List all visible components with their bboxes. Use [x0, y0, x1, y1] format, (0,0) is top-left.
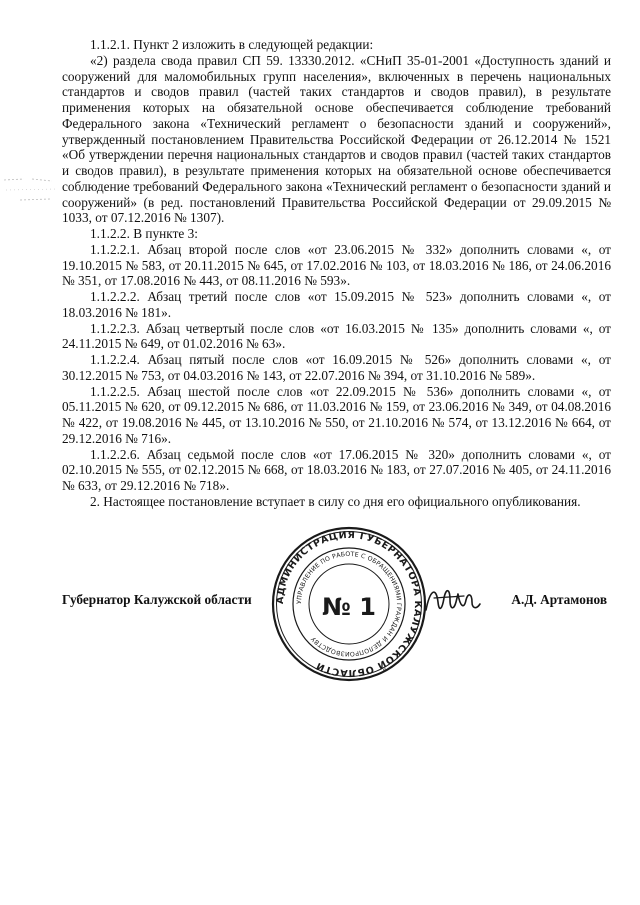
margin-marks [2, 170, 62, 210]
paragraph-amended-text: «2) раздела свода правил СП 59. 13330.2012. «СНиП 35-01-2001 «Доступность зданий и сооружений для маломобильных групп населения», включенных в перечень национальных стандартов и сводов правил (частей таких стандартов и сводов правил), в результате применения которых на обязательной основе обеспечивается соблюдение требований Федерального закона «Технический регламент о безопасности зданий и сооружений», утвержденный постановлением Правительства Российской Федерации от 26.12.2014 № 1521 «Об утверждении перечня национальных стандартов и сводов правил (частей таких стандартов и сводов правил), в результате применения которых на обязательной основе обеспечивается соблюдение требований Федерального закона «Технический регламент о безопасности зданий и сооружений» (в ред. постановлений Правительства Российской Федерации от 29.09.2015 № 1033, от 07.12.2016 № 1307). [62, 52, 611, 226]
svg-text:УПРАВЛЕНИЕ ПО РАБОТЕ С ОБРАЩЕН: УПРАВЛЕНИЕ ПО РАБОТЕ С ОБРАЩЕНИЯМИ ГРАЖДАН И ДЕЛОПРОИЗВОДСТВУ [295, 550, 403, 658]
paragraph-1-1-2-2-3: 1.1.2.2.3. Абзац четвертый после слов «от 16.03.2015 № 135» дополнить словами «, от 24.11.2015 № 649, от 01.02.2016 № 63». [62, 320, 611, 352]
paragraph-2-entry-into-force: 2. Настоящее постановление вступает в силу со дня его официального опубликования. [90, 493, 581, 509]
paragraph-1-1-2-1: 1.1.2.1. Пункт 2 изложить в следующей редакции: [90, 37, 374, 52]
svg-text:№ 1: № 1 [322, 593, 376, 621]
signatory-position: Губернатор Калужской области [62, 592, 252, 607]
signatory-name: А.Д. Артамонов [511, 592, 607, 607]
paragraph-1-1-2-2-6: 1.1.2.2.6. Абзац седьмой после слов «от 17.06.2015 № 320» дополнить словами «, от 02.10.2015 № 555, от 02.12.2015 № 668, от 18.03.2016 № 183, от 27.07.2016 № 405, от 24.11.2016 № 633, от 29.12.2016 № 718». [62, 446, 611, 493]
paragraph-1-1-2-2-4: 1.1.2.2.4. Абзац пятый после слов «от 16.09.2015 № 526» дополнить словами «, от 30.12.2015 № 753, от 04.03.2016 № 143, от 22.07.2016 № 394, от 31.10.2016 № 589». [62, 352, 611, 383]
document-body [62, 37, 611, 510]
paragraph-1-1-2-2: 1.1.2.2. В пункте 3: [90, 226, 198, 241]
svg-text:АДМИНИСТРАЦИЯ ГУБЕРНАТОРА КАЛУ: АДМИНИСТРАЦИЯ ГУБЕРНАТОРА КАЛУЖСКОЙ ОБЛАСТИ [274, 529, 424, 679]
paragraph-1-1-2-2-5: 1.1.2.2.5. Абзац шестой после слов «от 22.09.2015 № 536» дополнить словами «, от 05.11.2015 № 620, от 09.12.2015 № 686, от 11.03.2016 № 159, от 23.06.2016 № 349, от 04.08.2016 № 422, от 19.08.2016 № 445, от 13.10.2016 № 550, от 21.10.2016 № 574, от 13.12.2016 № 664, от 29.12.2016 № 716». [62, 383, 611, 446]
paragraph-1-1-2-2-1: 1.1.2.2.1. Абзац второй после слов «от 23.06.2015 № 332» дополнить словами «, от 19.10.2015 № 583, от 20.11.2015 № 645, от 17.02.2016 № 103, от 18.03.2016 № 186, от 24.06.2016 № 351, от 17.08.2016 № 443, от 08.11.2016 № 593». [62, 241, 611, 289]
signature-block [62, 592, 611, 612]
paragraph-1-1-2-2-2: 1.1.2.2.2. Абзац третий после слов «от 15.09.2015 № 523» дополнить словами «, от 18.03.2016 № 181». [62, 289, 611, 320]
